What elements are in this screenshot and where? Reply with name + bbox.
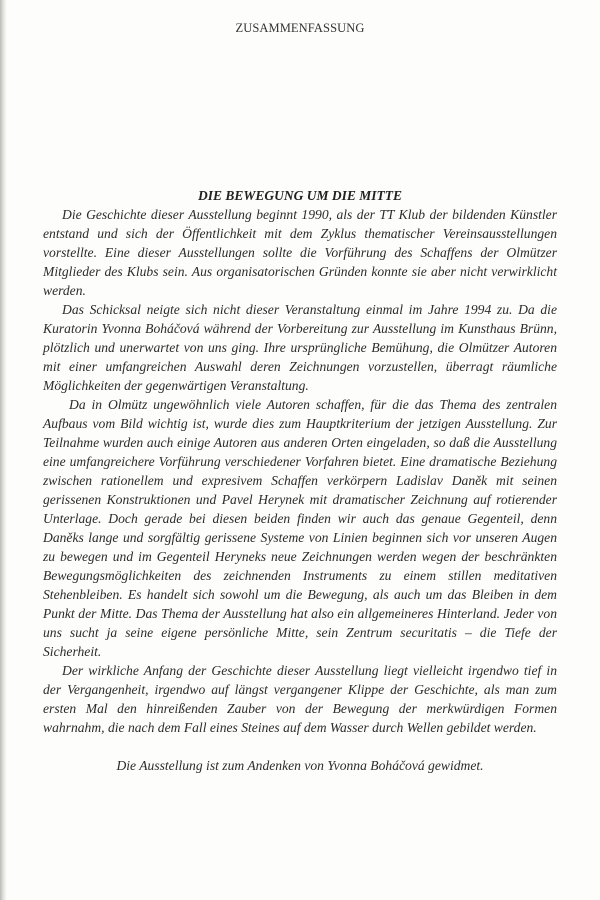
running-head: ZUSAMMENFASSUNG — [235, 21, 365, 35]
article — [43, 186, 557, 775]
dedication: Die Ausstellung ist zum Andenken von Yvonna Boháčová gewidmet. — [116, 758, 484, 773]
paragraph-2: Das Schicksal neigte sich nicht dieser Veranstaltung einmal im Jahre 1994 zu. Da die Kuratorin Yvonna Boháčová während der Vorbereitung zur Ausstellung im Kunsthaus Brünn, plötzlich und unerwartet von uns ging. Ihre ursprüngliche Bemühung, die Olmützer Autoren mit einer umfangreichen Auswahl deren Zeichnungen vorzustellen, überragt räumliche Möglichkeiten der gegenwärtigen Veranstaltung. — [43, 302, 557, 393]
paragraph-4: Der wirkliche Anfang der Geschichte dieser Ausstellung liegt vielleicht irgendwo tief in der Vergangenheit, irgendwo auf längst vergangener Klippe der Geschichte, als man zum ersten Mal den hinreißenden Zauber von der Bewegung der merkwürdigen Formen wahrnahm, die nach dem Fall eines Steines auf dem Wasser durch Wellen gebildet werden. — [43, 663, 557, 735]
paragraph-1: Die Geschichte dieser Ausstellung beginnt 1990, als der TT Klub der bildenden Künstler entstand und sich der Öffentlichkeit mit dem Zyklus thematischer Vereinsausstellungen vorstellte. Eine dieser Ausstellungen sollte die Vorführung des Schaffens der Olmützer Mitglieder des Klubs sein. Aus organisatorischen Gründen konnte sie aber nicht verwirklicht werden. — [43, 207, 557, 298]
article-title: DIE BEWEGUNG UM DIE MITTE — [197, 188, 403, 203]
paragraph-3: Da in Olmütz ungewöhnlich viele Autoren schaffen, für die das Thema des zentralen Aufbaus vom Bild wichtig ist, wurde dies zum Hauptkriterium der jetzigen Ausstellung. Zur Teilnahme wurden auch einige Autoren aus anderen Orten eingeladen, so daß die Ausstellung eine umfangreichere Vorführung verschiedener Vorfahren bietet. Eine dramatische Beziehung zwischen rationellem und expresivem Schaffen verkörpern Ladislav Daněk mit seinen gerissenen Konstruktionen und Pavel Herynek mit dramatischer Zeichnung auf rotierender Unterlage. Doch gerade bei diesen beiden finden wir auch das genaue Gegenteil, denn Daněks lange und sorgfältig gerissene Systeme von Linien beginnen sich vor unseren Augen zu bewegen und im Gegenteil Heryneks neue Zeichnungen werden wegen der beschränkten Bewegungsmöglichkeiten des zeichnenden Instruments zu einem stillen meditativen Stehenbleiben. Es handelt sich sowohl um die Bewegung, als auch um das Bleiben in dem Punkt der Mitte. Das Thema der Ausstellung hat also ein allgemeineres Hinterland. Jeder von uns sucht ja seine eigene persönliche Mitte, sein Zentrum securitatis – die Tiefe der Sicherheit. — [43, 397, 557, 659]
page-gutter-shadow — [0, 0, 7, 900]
